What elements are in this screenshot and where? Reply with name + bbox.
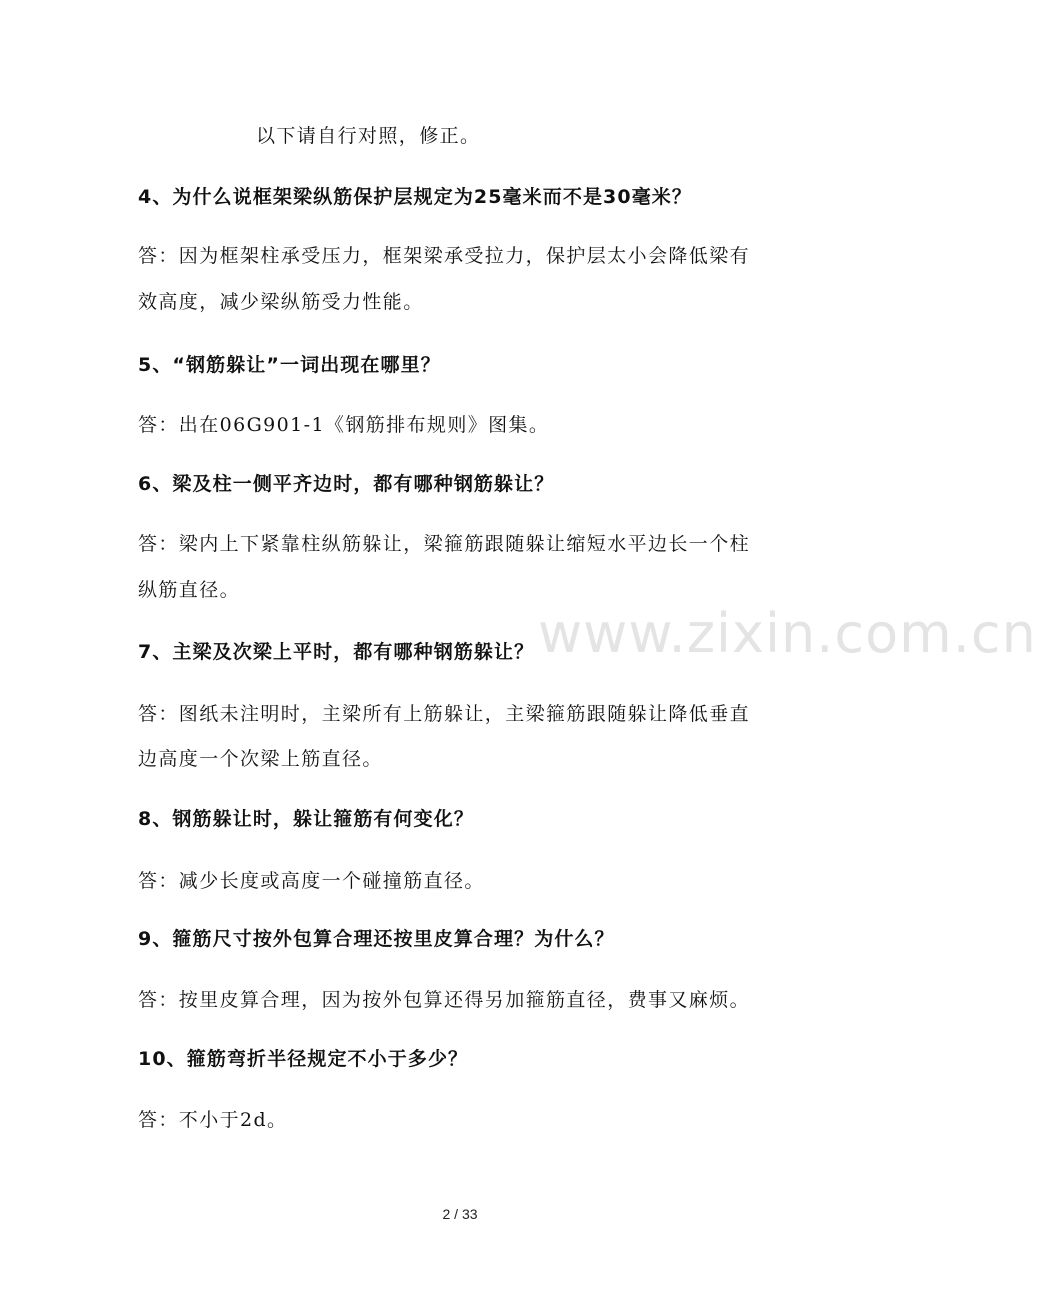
watermark-text: www.zixin.com.cn	[538, 602, 1037, 665]
question-9: 9、箍筋尺寸按外包算合理还按里皮算合理？为什么？	[138, 928, 615, 950]
question-8: 8、钢筋躲让时，躲让箍筋有何变化？	[138, 808, 474, 830]
answer-7-line-2: 边高度一个次梁上筋直径。	[138, 748, 383, 770]
question-10: 10、箍筋弯折半径规定不小于多少？	[138, 1048, 469, 1070]
answer-4-line-1: 答：因为框架柱承受压力，框架梁承受拉力，保护层太小会降低梁有	[138, 245, 751, 267]
answer-6-line-1: 答：梁内上下紧靠柱纵筋躲让，梁箍筋跟随躲让缩短水平边长一个柱	[138, 533, 751, 555]
answer-8-line-1: 答：减少长度或高度一个碰撞筋直径。	[138, 870, 485, 892]
answer-5-line-1: 答：出在06G901-1《钢筋排布规则》图集。	[138, 414, 550, 436]
answer-6-line-2: 纵筋直径。	[138, 579, 241, 601]
intro-text: 以下请自行对照，修正。	[256, 125, 481, 147]
question-5: 5、“钢筋躲让”一词出现在哪里？	[138, 354, 441, 376]
answer-7-line-1: 答：图纸未注明时，主梁所有上筋躲让，主梁箍筋跟随躲让降低垂直	[138, 703, 751, 725]
page-number: 2 / 33	[442, 1206, 478, 1222]
answer-4-line-2: 效高度，减少梁纵筋受力性能。	[138, 291, 424, 313]
question-6: 6、梁及柱一侧平齐边时，都有哪种钢筋躲让？	[138, 473, 555, 495]
answer-9-line-1: 答：按里皮算合理，因为按外包算还得另加箍筋直径，费事又麻烦。	[138, 989, 751, 1011]
question-4: 4、为什么说框架梁纵筋保护层规定为25毫米而不是30毫米？	[138, 186, 693, 208]
question-7: 7、主梁及次梁上平时，都有哪种钢筋躲让？	[138, 641, 535, 663]
answer-10-line-1: 答：不小于2d。	[138, 1109, 288, 1131]
